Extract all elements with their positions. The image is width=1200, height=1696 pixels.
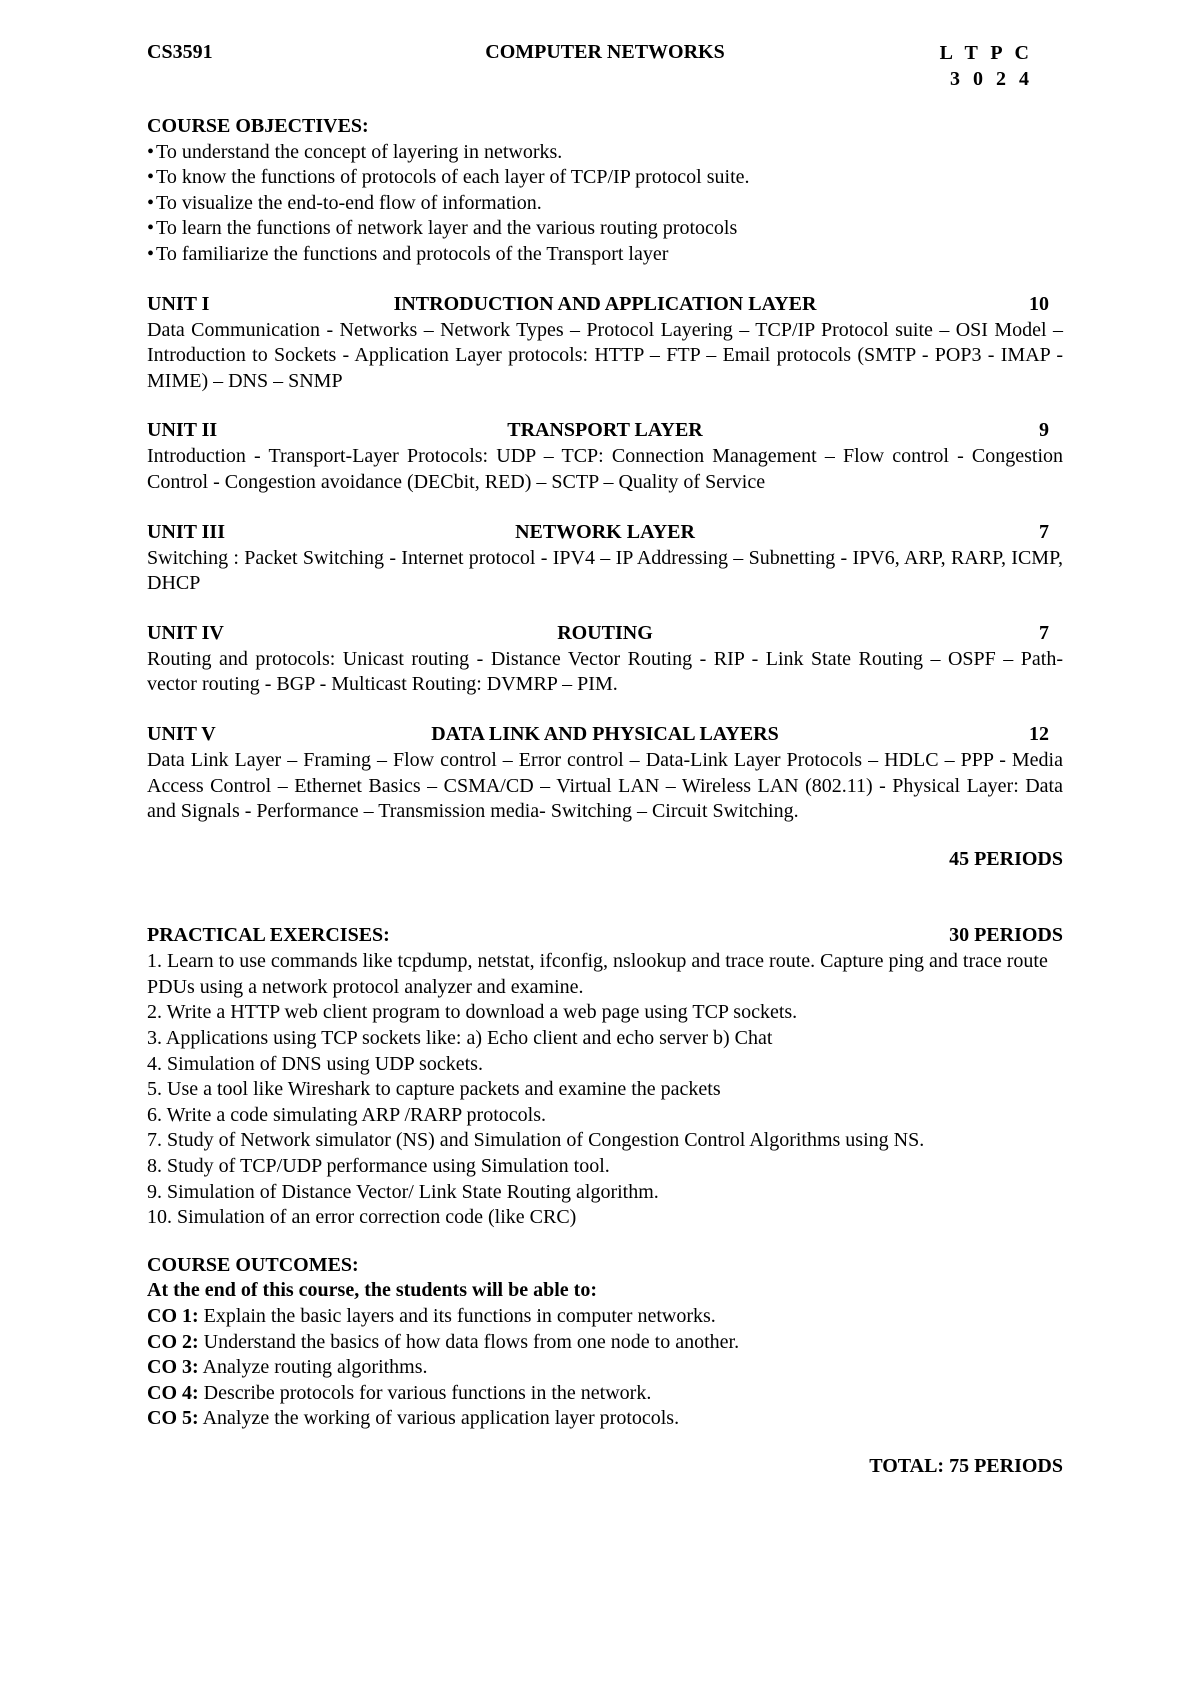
unit-name: ROUTING	[557, 621, 653, 644]
list-item: 8. Study of TCP/UDP performance using Simulation tool.	[147, 1155, 610, 1178]
outcomes-title: COURSE OUTCOMES:	[147, 1253, 359, 1276]
unit-4	[147, 621, 1063, 698]
unit-hours: 9	[1039, 419, 1049, 442]
unit-name: DATA LINK AND PHYSICAL LAYERS	[431, 722, 779, 745]
list-item: • To learn the functions of network layer and the various routing protocols	[147, 216, 1063, 242]
co-label: CO 3:	[147, 1356, 199, 1379]
practical-periods: 30 PERIODS	[949, 924, 1063, 947]
co-label: CO 2:	[147, 1330, 199, 1353]
course-title: COMPUTER NETWORKS	[485, 41, 725, 63]
unit-heading	[147, 722, 1063, 748]
course-objectives	[147, 114, 1063, 268]
list-item: 5. Use a tool like Wireshark to capture packets and examine the packets	[147, 1078, 721, 1101]
theory-periods: 45 PERIODS	[949, 847, 1063, 870]
ltpc-block	[940, 40, 1033, 92]
unit-heading	[147, 292, 1063, 318]
co-label: CO 4:	[147, 1381, 199, 1404]
unit-5	[147, 722, 1063, 825]
unit-name: TRANSPORT LAYER	[507, 419, 703, 442]
unit-name: INTRODUCTION AND APPLICATION LAYER	[393, 292, 817, 315]
list-item: 9. Simulation of Distance Vector/ Link State Routing algorithm.	[147, 1180, 659, 1203]
list-item: 10. Simulation of an error correction code (like CRC)	[147, 1206, 577, 1229]
unit-hours: 12	[1029, 722, 1049, 745]
unit-name: NETWORK LAYER	[515, 520, 695, 543]
list-item	[147, 1355, 1063, 1381]
co-label: CO 1:	[147, 1305, 199, 1327]
objectives-title: COURSE OBJECTIVES:	[147, 115, 369, 137]
co-text: Understand the basics of how data flows from one node to another.	[198, 1330, 740, 1353]
list-item: 4. Simulation of DNS using UDP sockets.	[147, 1052, 483, 1075]
list-item: 2. Write a HTTP web client program to download a web page using TCP sockets.	[147, 1001, 798, 1024]
list-item: 1. Learn to use commands like tcpdump, netstat, ifconfig, nslookup and trace route. Capture ping and trace route PDUs using a network protocol analyzer and examine.	[147, 950, 1048, 998]
unit-heading	[147, 621, 1063, 647]
list-item: 3. Applications using TCP sockets like: a) Echo client and echo server b) Chat	[147, 1027, 773, 1050]
list-item	[147, 1381, 1063, 1407]
list-item	[147, 1304, 1063, 1330]
unit-heading	[147, 418, 1063, 444]
ltpc-values: 3 0 2 4	[950, 68, 1033, 90]
unit-number: UNIT III	[147, 520, 225, 543]
list-item	[147, 1330, 1063, 1356]
objectives-list	[147, 140, 1063, 268]
practical-heading	[147, 923, 1063, 949]
unit-heading	[147, 520, 1063, 546]
outcomes-intro: At the end of this course, the students will be able to:	[147, 1279, 597, 1302]
unit-hours: 7	[1039, 621, 1049, 644]
practical-list	[147, 949, 1063, 1231]
course-outcomes	[147, 1253, 1063, 1432]
co-label: CO 5:	[147, 1407, 199, 1430]
unit-number: UNIT IV	[147, 621, 224, 644]
co-text: Explain the basic layers and its functions in computer networks.	[198, 1305, 716, 1327]
practical-title: PRACTICAL EXERCISES:	[147, 924, 390, 947]
list-item: • To understand the concept of layering in networks.	[147, 140, 1063, 166]
co-text: Analyze routing algorithms.	[198, 1356, 428, 1379]
list-item	[147, 1406, 1063, 1432]
unit-content: Data Communication - Networks – Network Types – Protocol Layering – TCP/IP Protocol suite – OSI Model – Introduction to Sockets - Application Layer protocols: HTTP – FTP – Email protocols (SMTP - POP3 - IMAP - MIME) – DNS – SNMP	[147, 318, 1063, 392]
course-code: CS3591	[147, 41, 213, 63]
unit-hours: 10	[1029, 292, 1049, 315]
unit-content: Data Link Layer – Framing – Flow control – Error control – Data-Link Layer Protocols – HDLC – PPP - Media Access Control – Ethernet Basics – CSMA/CD – Virtual LAN – Wireless LAN (802.11) - Physical Layer: Data and Signals - Performance – Transmission media- Switching – Circuit Switching.	[147, 748, 1063, 823]
co-text: Describe protocols for various functions in the network.	[198, 1381, 652, 1404]
unit-number: UNIT V	[147, 722, 216, 745]
total-periods: TOTAL: 75 PERIODS	[869, 1454, 1063, 1477]
unit-3	[147, 520, 1063, 597]
unit-2	[147, 418, 1063, 495]
unit-number: UNIT II	[147, 419, 218, 442]
unit-1	[147, 292, 1063, 395]
course-header	[147, 40, 1063, 92]
co-text: Analyze the working of various application layer protocols.	[198, 1407, 680, 1430]
list-item: • To visualize the end-to-end flow of information.	[147, 191, 1063, 217]
unit-content: Introduction - Transport-Layer Protocols: UDP – TCP: Connection Management – Flow control - Congestion Control - Congestion avoidance (DECbit, RED) – SCTP – Quality of Service	[147, 445, 1063, 493]
list-item: • To familiarize the functions and protocols of the Transport layer	[147, 242, 1063, 268]
unit-content: Switching : Packet Switching - Internet protocol - IPV4 – IP Addressing – Subnetting - IPV6, ARP, RARP, ICMP, DHCP	[147, 546, 1063, 595]
unit-hours: 7	[1039, 520, 1049, 543]
list-item: • To know the functions of protocols of each layer of TCP/IP protocol suite.	[147, 165, 1063, 191]
list-item: 7. Study of Network simulator (NS) and Simulation of Congestion Control Algorithms using NS.	[147, 1129, 925, 1152]
unit-number: UNIT I	[147, 292, 210, 315]
list-item: 6. Write a code simulating ARP /RARP protocols.	[147, 1103, 546, 1126]
unit-content: Routing and protocols: Unicast routing - Distance Vector Routing - RIP - Link State Routing – OSPF – Path-vector routing - BGP - Multicast Routing: DVMRP – PIM.	[147, 647, 1063, 696]
ltpc-label: L T P C	[939, 42, 1033, 64]
